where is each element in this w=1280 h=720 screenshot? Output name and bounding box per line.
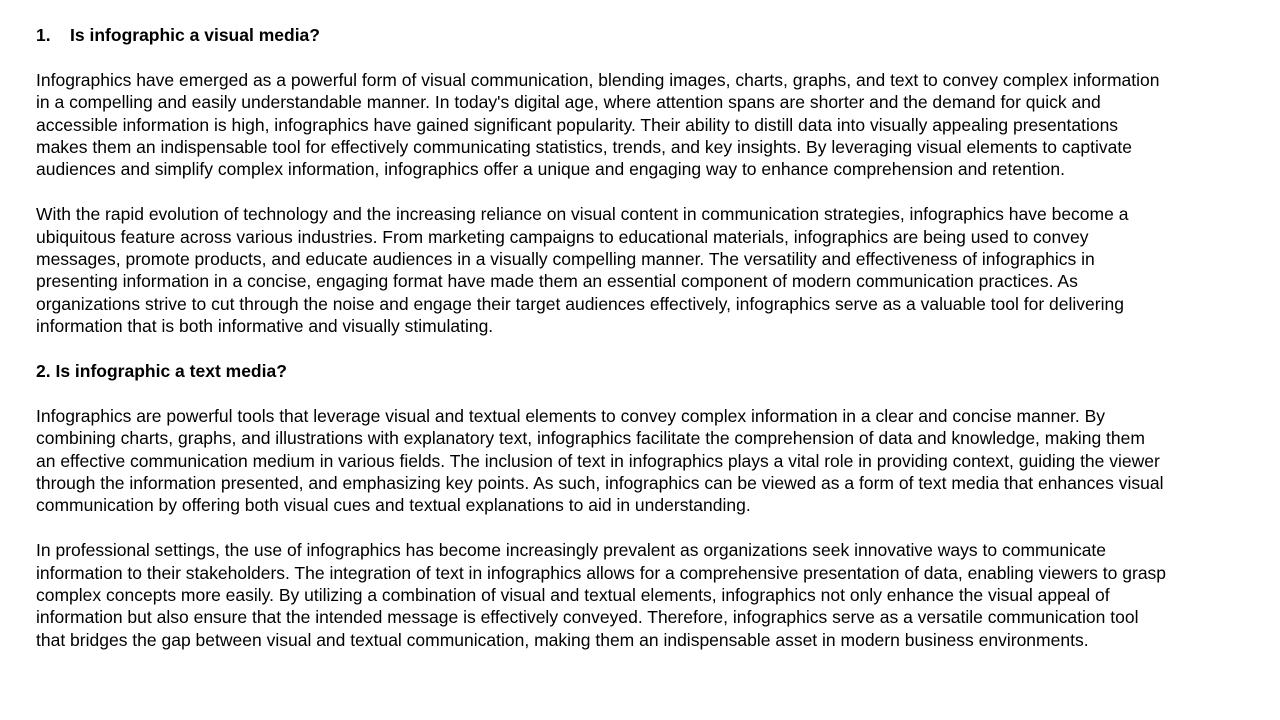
spacer xyxy=(36,517,1246,539)
document-page xyxy=(36,24,1246,651)
spacer xyxy=(36,338,1246,360)
section-2-paragraph-2: In professional settings, the use of infographics has become increasingly prevalent as organizations seek innovative ways to communicate information to their stakeholders. The integration of text in infographics allows for a comprehensive presentation of data, enabling viewers to grasp complex concepts more easily. By utilizing a combination of visual and textual elements, infographics not only enhance the visual appeal of information but also ensure that the intended message is effectively conveyed. Therefore, infographics serve as a versatile communication tool that bridges the gap between visual and textual communication, making them an indispensable asset in modern business environments. xyxy=(36,540,1167,650)
spacer xyxy=(36,46,1246,68)
section-1-heading: 1. Is infographic a visual media? xyxy=(36,25,320,45)
section-2-heading: 2. Is infographic a text media? xyxy=(36,361,287,382)
spacer xyxy=(36,181,1246,203)
section-1-paragraph-1: Infographics have emerged as a powerful form of visual communication, blending images, charts, graphs, and text to convey complex information in a compelling and easily understandable manner. In today's digital age, where attention spans are shorter and the demand for quick and accessible information is high, infographics have gained significant popularity. Their ability to distill data into visually appealing presentations makes them an indispensable tool for effectively communicating statistics, trends, and key insights. By leveraging visual elements to captivate audiences and simplify complex information, infographics offer a unique and engaging way to enhance comprehension and retention. xyxy=(36,69,1160,180)
spacer xyxy=(36,382,1246,404)
section-2-paragraph-1: Infographics are powerful tools that leverage visual and textual elements to convey complex information in a clear and concise manner. By combining charts, graphs, and illustrations with explanatory text, infographics facilitate the comprehension of data and knowledge, making them an effective communication medium in various fields. The inclusion of text in infographics plays a vital role in providing context, guiding the viewer through the information presented, and emphasizing key points. As such, infographics can be viewed as a form of text media that enhances visual communication by offering both visual cues and textual explanations to aid in understanding. xyxy=(36,405,1164,516)
section-1-paragraph-2: With the rapid evolution of technology and the increasing reliance on visual content in communication strategies, infographics have become a ubiquitous feature across various industries. From marketing campaigns to educational materials, infographics are being used to convey messages, promote products, and educate audiences in a visually compelling manner. The versatility and effectiveness of infographics in presenting information in a concise, engaging format have made them an essential component of modern communication practices. As organizations strive to cut through the noise and engage their target audiences effectively, infographics serve as a valuable tool for delivering information that is both informative and visually stimulating. xyxy=(36,204,1129,337)
